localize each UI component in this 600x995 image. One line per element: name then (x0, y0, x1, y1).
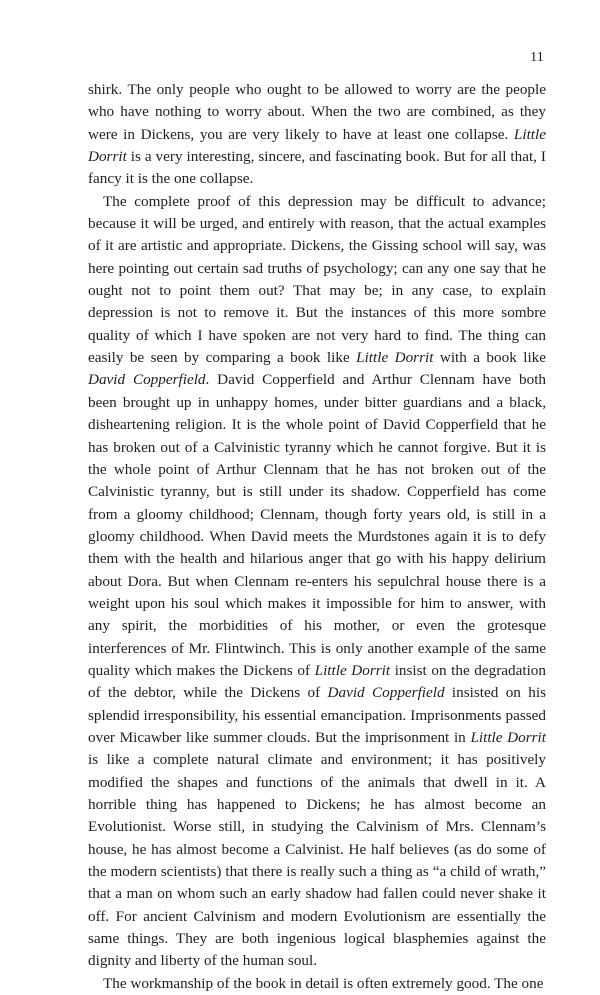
text-run: The workmanship of the book in detail is often extremely good. The one (103, 974, 544, 992)
body-text (88, 79, 546, 995)
text-run: is a very interesting, sincere, and fascinating book. But for all that, I fancy it is the one collapse. (88, 148, 546, 188)
text-run: is like a complete natural climate and environment; it has positively modified the shapes and functions of the animals that dwell in it. A horrible thing has happened to Dickens; he has almost become an Evolutionist. Worse still, in studying the Calvinism of Mrs. Clennam’s house, he has almost become a Calvinist. He half believes (as do some of the modern scientists) that there is really such a thing as “a child of wrath,” that a man on whom such an early shadow had fallen could never shake it off. For ancient Calvinism and modern Evolutionism are essentially the same things. They are both ingenious logical blasphemies against the dignity and liberty of the human soul. (88, 751, 546, 970)
paragraph (88, 79, 546, 191)
text-run: insist on the degradation of the debtor, while the Dickens of (88, 661, 546, 702)
text-run: insisted on his splendid irresponsibility, his essential emancipation. Imprisonments passed over Micawber like summer clouds. But the imprisonment in (88, 684, 546, 746)
paragraph (88, 191, 546, 973)
text-run: with a book like (433, 349, 547, 367)
italic-title: Little Dorrit (470, 728, 546, 746)
italic-title: Little Dorrit (88, 125, 546, 166)
italic-title: David Copperfield (88, 371, 206, 389)
page-number: 11 (530, 50, 544, 65)
italic-title: David Copperfield (327, 684, 445, 702)
paragraph (88, 973, 546, 995)
italic-title: Little Dorrit (314, 661, 391, 679)
text-run: The complete proof of this depression may be difficult to advance; because it will be urged, and entirely with reason, that the actual examples of it are artistic and appropriate. Dickens, the Gissing school will say, was here pointing out certain sad truths of psychology; can any one say that he ought not to point them out? That may be; in any case, to explain depression is not to remove it. But the instances of this more sombre quality of which I have spoken are not very hard to find. The thing can easily be seen by comparing a book like (88, 192, 546, 367)
text-run: . David Copperfield and Arthur Clennam have both been brought up in unhappy homes, under bitter guardians and a black, disheartening religion. It is the whole point of David Copperfield that he has broken out of a Calvinistic tyranny which he cannot forgive. But it is the whole point of Arthur Clennam that he has not broken out of the Calvinistic tyranny, but is still under its shadow. Copperfield has come from a gloomy childhood; Clennam, though forty years old, is still in a gloomy childhood. When David meets the Murdstones again it is to defy them with the health and hilarious anger that go with his happy delirium about Dora. But when Clennam re-enters his sepulchral house there is a weight upon his soul which makes it impossible for him to answer, with any spirit, the morbidities of his mother, or even the grotesque interferences of Mr. Flintwinch. This is only another example of the same quality which makes the Dickens of (88, 371, 547, 679)
text-run: shirk. The only people who ought to be allowed to worry are the people who have nothing to worry about. When the two are combined, as they were in Dickens, you are very likely to have at least one collapse. (88, 81, 546, 143)
italic-title: Little Dorrit (356, 349, 434, 367)
